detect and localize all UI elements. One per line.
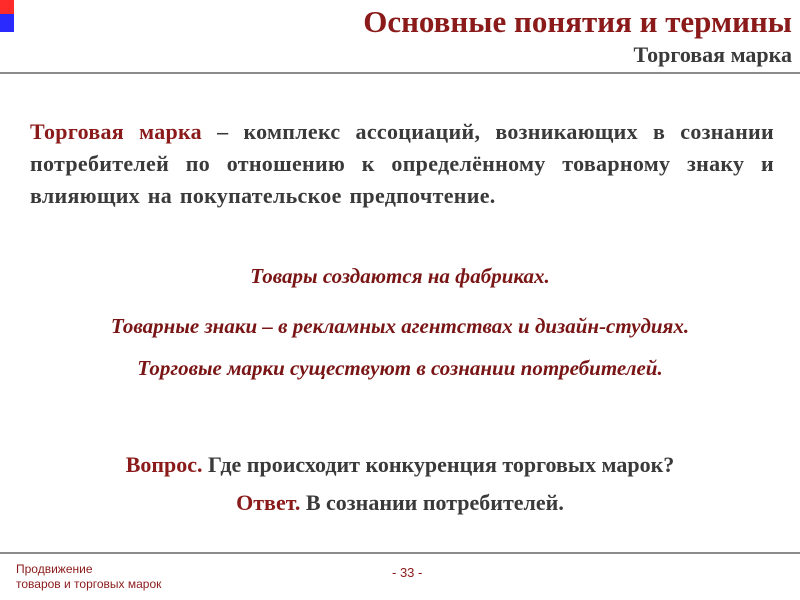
slide-subtitle: Торговая марка <box>633 42 792 67</box>
statement-products: Товары создаются на фабриках. <box>250 264 550 288</box>
answer-line <box>0 490 800 516</box>
statement-trademarks: Товарные знаки – в рекламных агентствах и дизайн-студиях. <box>110 314 690 338</box>
answer-label: Ответ. <box>236 490 301 515</box>
question-text: Где происходит конкуренция торговых марок? <box>202 452 675 477</box>
header-divider <box>0 72 800 74</box>
corner-red-block <box>0 0 14 14</box>
corner-blue-block <box>0 14 14 32</box>
statement-brands: Торговые марки существуют в сознании потребителей. <box>137 356 663 380</box>
definition-term: Торговая марка <box>30 119 202 144</box>
question-line <box>0 452 800 478</box>
question-label: Вопрос. <box>125 452 203 477</box>
footer-course-line1: Продвижение <box>16 562 93 576</box>
definition-paragraph <box>30 116 774 212</box>
definition-text: – комплекс ассоциаций, возникающих в сознании потребителей по отношению к определённому товарному знаку и влияющих на покупательское предпочтение. <box>30 119 774 208</box>
answer-text: В сознании потребителей. <box>300 490 564 515</box>
page-number: - 33 - <box>392 565 423 580</box>
footer-divider <box>0 552 800 554</box>
slide-title: Основные понятия и термины <box>363 4 792 39</box>
footer-course-line2: товаров и торговых марок <box>16 577 162 591</box>
